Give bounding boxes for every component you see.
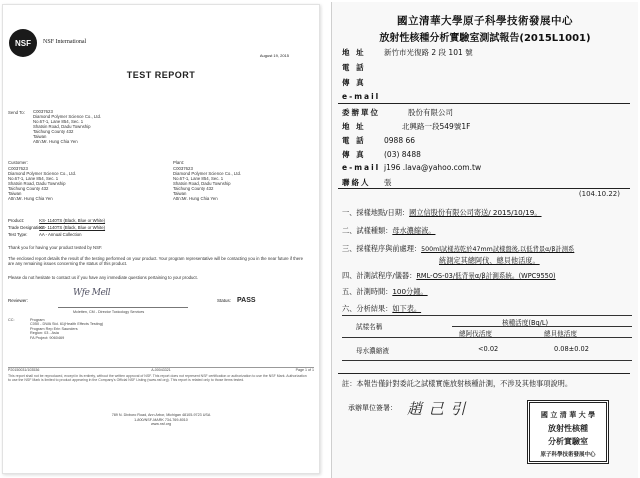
plant-label: Plant: <box>173 160 184 165</box>
table-rule <box>342 315 632 316</box>
status-value: PASS <box>237 297 256 304</box>
reviewer-caption: Mcletten, CM - Director Toxicology Services <box>73 310 145 314</box>
item-label: 六、分析結果： <box>342 304 393 313</box>
footer-page-number: Page 1 of 1 <box>295 368 314 372</box>
approver-label: 承辦單位簽署： <box>348 404 397 412</box>
cc-value: Program Rep Erin Saunders <box>30 326 78 331</box>
footer-address-line: 1-800/NSF-MARK 734-769-8010 <box>134 417 188 422</box>
sampling-procedure-item <box>342 244 574 254</box>
customer-address <box>8 166 76 201</box>
row-beta-value: 0.08±0.02 <box>554 345 589 353</box>
row-label: 傳 真 <box>342 78 366 87</box>
footer-address <box>3 413 319 427</box>
item-label: 五、計測時間： <box>342 287 393 296</box>
item-label: 四、計測試程序/儀器： <box>342 271 417 280</box>
row-value: 0988 66 <box>384 136 416 145</box>
sampling-procedure-continued <box>439 256 540 266</box>
address-line: No.67-1, Lane 854, Sec. 1 <box>8 176 59 181</box>
address-line: C0037623 <box>33 109 53 114</box>
address-line: C0037623 <box>8 166 28 171</box>
product-label: Product: <box>8 218 25 223</box>
col-alpha-header: 總阿伐活度 <box>459 330 492 338</box>
product-row <box>8 218 105 223</box>
reviewer-label: Reviewer: <box>8 298 29 303</box>
address-line: C0037623 <box>173 166 193 171</box>
measurement-time-item <box>342 287 428 297</box>
lab-seal-stamp <box>527 400 609 464</box>
measurement-procedure-item <box>342 270 556 281</box>
report-paragraph: The enclosed report details the result of the testing performed on your product. Your program representative will be contacting you in the near future if there are any remaining issues concerning the status of this product. <box>8 256 303 266</box>
address-line: No.67-1, Lane 854, Sec. 1 <box>33 119 84 124</box>
footer-address-line: 789 N. Dixboro Road, Ann Arbor, Michigan 48105-9723 USA <box>111 413 211 417</box>
footer-project-id: P20150031/103536 <box>8 368 40 372</box>
plant-address <box>173 166 241 201</box>
address-line: Taiwan <box>8 191 22 196</box>
address-line: Shatsin Road, Dadu Township <box>8 181 66 186</box>
client-divider <box>338 188 630 189</box>
send-to-label: Send To: <box>8 110 25 115</box>
org-name: NSF International <box>43 39 87 45</box>
cc-value: Region: 03 - Asia <box>30 331 59 336</box>
header-divider <box>338 103 630 104</box>
lab-email-row <box>342 92 384 101</box>
lab-address-row <box>342 47 473 58</box>
address-line: Attn:Mr. Hung Chia Yen <box>33 139 78 144</box>
item-value: 國立信股份有限公司寄送/ 2015/10/19。 <box>409 208 542 217</box>
trade-label: Trade Designation: <box>8 225 45 230</box>
product-value: KS- 1140TS (Black, Blue or White) <box>39 218 106 223</box>
reviewer-signature: Wfe Mell <box>73 288 111 298</box>
row-label: 傳 真 <box>342 150 366 159</box>
address-line: Attn:Mr. Hung Chia Yen <box>173 196 218 201</box>
analysis-result-item <box>342 304 421 314</box>
report-note: 註：本報告僅針對委託之試樣實施放射核種計測，不涉及其他事項說明。 <box>342 379 573 388</box>
row-value: 北興路一段549號1F <box>402 122 471 131</box>
client-phone-row <box>342 135 415 146</box>
address-line: Diamond Polymer Science Co., Ltd. <box>33 114 102 119</box>
nsf-test-report-page <box>2 4 320 474</box>
row-label: 委辦單位 <box>342 108 380 117</box>
lab-phone-row <box>342 62 384 73</box>
client-email-row <box>342 163 481 172</box>
status <box>217 297 256 304</box>
sampling-location-item <box>342 208 542 218</box>
item-label: 三、採樣程序與前處理： <box>342 244 422 253</box>
report-issue-date: (104.10.22) <box>578 190 620 198</box>
row-value: j196 .lava@yahoo.com.tw <box>384 163 482 172</box>
trade-value: KS- 1140TS (Black, Blue or White) <box>39 225 106 230</box>
testtype-value: AA - Annual Collection <box>38 232 82 237</box>
address-line: Taiwan <box>33 134 47 139</box>
table-rule <box>342 360 632 361</box>
cc-value: C050 - DWA Std. 61(Health Effects Testing) <box>30 322 104 327</box>
row-label: 電 話 <box>342 63 366 72</box>
row-label: 聯絡人 <box>342 178 371 187</box>
test-type-row <box>8 232 82 237</box>
item-value: 100分鐘。 <box>392 287 428 296</box>
client-contact-row <box>342 177 392 188</box>
cc-block <box>8 318 103 340</box>
item-value: 如下表。 <box>392 304 422 313</box>
result-table <box>342 315 632 361</box>
row-value: 股份有限公司 <box>408 108 453 117</box>
approver-signature: 趙 己 引 <box>407 400 467 418</box>
address-line: Taiwan <box>173 191 187 196</box>
seal-line: 分析實驗室 <box>548 437 588 446</box>
cc-key <box>8 336 30 340</box>
row-label: e-mail <box>342 163 381 172</box>
row-value: (03) 8488 <box>384 150 421 159</box>
seal-line: 國 立 清 華 大 學 <box>540 411 596 419</box>
col-sample-header: 試樣名稱 <box>356 323 383 331</box>
nsf-logo: NSF <box>9 29 37 57</box>
reviewer-signature-line <box>58 307 188 308</box>
client-address-row <box>342 121 470 132</box>
report-title: TEST REPORT <box>126 70 196 80</box>
item-value: 母水濃縮液。 <box>392 226 436 235</box>
trade-designation-row <box>8 225 105 230</box>
cc-value: Program <box>30 318 45 322</box>
address-line: Taichung County 432 <box>8 186 49 191</box>
address-line: Taichung County 432 <box>173 186 214 191</box>
address-line: Diamond Polymer Science Co., Ltd. <box>173 171 242 176</box>
item-value: 統測定其總阿伐、總貝他活度。 <box>439 256 540 265</box>
item-value: 500ml試樣蒸乾於47mm試樣盤後,以低背景α/β計測系 <box>421 246 575 253</box>
send-to-address <box>33 109 101 144</box>
contact-paragraph: Please do not hesitate to contact us if you have any immediate questions pertaining to your product. <box>8 275 198 280</box>
report-header-title: 放射性核種分析實驗室測試報告(2015L1001) <box>379 33 591 44</box>
footer-disclaimer: This report shall not be reproduced, except in its entirety, without the written approval of NSF. This report does not represent NSF certification or authorization to use the NSF Mark. Authorization to use the NSF Mark is limited to product appearing in the Company's Official NSF Listing (www.nsf.org). This report is related only to those items tested. <box>8 374 307 383</box>
address-line: Shatsin Road, Dadu Township <box>33 124 91 129</box>
footer-ids <box>8 368 314 372</box>
row-value: 新竹市光復路 2 段 101 號 <box>384 48 473 57</box>
footer-doc-id: A-00043321 <box>151 368 171 372</box>
testtype-label: Test Type: <box>8 232 28 237</box>
cc-value: FA Project: 9060469 <box>30 335 65 340</box>
item-label: 一、採樣地點/日期： <box>342 208 410 217</box>
col-beta-header: 總貝他活度 <box>544 330 577 338</box>
footer-address-line: www.nsf.org <box>150 422 172 426</box>
address-line: Taichung County 432 <box>33 129 74 134</box>
row-value: 張 <box>384 178 392 187</box>
row-label: e-mail <box>342 92 381 101</box>
group-header: 核種活度(Bq/L) <box>502 319 549 327</box>
address-line: Diamond Polymer Science Co., Ltd. <box>8 171 77 176</box>
customer-label: Customer: <box>8 160 28 165</box>
status-label: Status: <box>217 298 232 303</box>
address-line: Shatsin Road, Dadu Township <box>173 181 231 186</box>
lab-fax-row <box>342 77 384 88</box>
report-header-org: 國立清華大學原子科學技術發展中心 <box>397 15 573 27</box>
row-label: 地 址 <box>342 48 366 57</box>
thanks-text: Thank you for having your product tested by NSF. <box>8 245 103 250</box>
row-alpha-value: <0.02 <box>478 345 499 353</box>
address-line: No.67-1, Lane 854, Sec. 1 <box>173 176 224 181</box>
item-label: 二、試樣種類： <box>342 226 393 235</box>
report-date: August 19, 2015 <box>259 53 289 58</box>
seal-line: 放射性核種 <box>548 424 588 433</box>
note-divider <box>338 373 630 374</box>
row-label: 地 址 <box>342 122 366 131</box>
seal-line: 原子科學技術發展中心 <box>540 452 596 458</box>
item-value: RML-OS-03/低背景α/β計測系統。(WPC9550) <box>416 272 556 280</box>
address-line: Attn:Mr. Hung Chia Yen <box>8 196 53 201</box>
radionuclide-lab-report-page <box>331 2 638 478</box>
client-unit-row <box>342 107 453 118</box>
row-sample-name: 母水濃縮液 <box>356 347 389 355</box>
row-label: 電 話 <box>342 136 366 145</box>
client-fax-row <box>342 149 421 160</box>
sample-type-item <box>342 226 435 236</box>
cc-key: CC: <box>8 318 15 322</box>
